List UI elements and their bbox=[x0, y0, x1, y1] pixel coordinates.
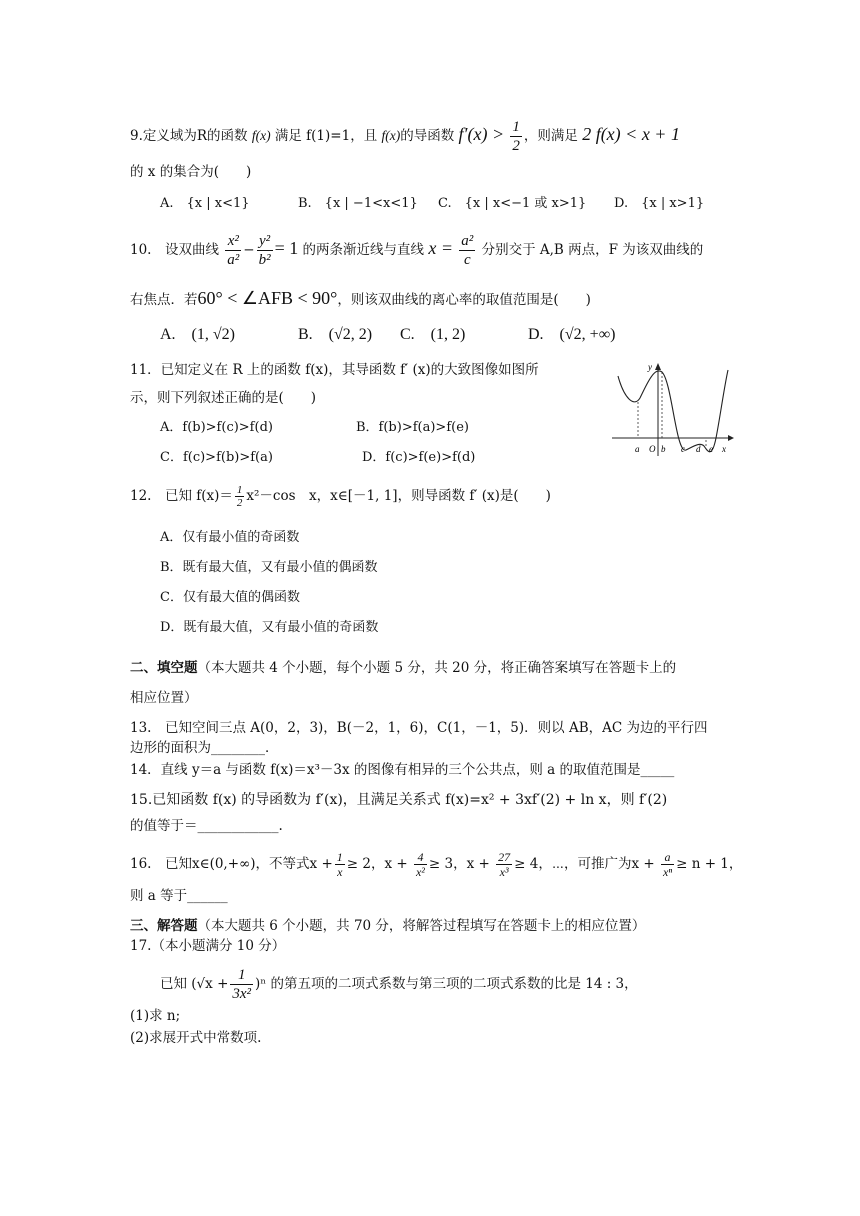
graph-label-o: O bbox=[649, 444, 656, 454]
fraction-1-x: $\frac{1}{x}$ bbox=[336, 850, 343, 879]
q11-option-b: B．f(b)>f(a)>f(e) bbox=[356, 420, 469, 435]
q10-line1: 10. 设双曲线 $\frac{\text{x²}}{\text{a²}}$ − $\frac{\text{y²}}{\text{b²}}$ = 1 的两条渐近线与直线 x = $\frac{\text{a²}}{c}$ 分别交于 A,B 两点，F 为该双曲线的 bbox=[130, 233, 704, 268]
q16-line1: 16. 已知x∈(0,+∞)，不等式x + $\frac{1}{x}$ ≥ 2，x + $\frac{4}{\text{x²}}$ ≥ 3，x + $\frac{27}{\text{x³}}$ ≥ 4，⋯，可推广为x + $\frac{a}{\text{xⁿ}}$ ≥ n + 1， bbox=[130, 850, 743, 879]
q11-option-d: D．f(c)>f(e)>f(d) bbox=[362, 450, 476, 465]
q10-option-a: A. (1, √2) bbox=[160, 326, 235, 343]
q17-title: 17.（本小题满分 10 分） bbox=[130, 938, 286, 954]
graph-label-b: b bbox=[661, 444, 666, 454]
q9-line2: 的 x 的集合为( ) bbox=[130, 164, 252, 180]
fraction-a2-c: $\frac{\text{a²}}{c}$ bbox=[461, 233, 474, 268]
q17-sub1: (1)求 n; bbox=[130, 1008, 181, 1024]
graph-label-d: d bbox=[696, 444, 701, 454]
q9-option-d: D. {x | x>1} bbox=[614, 196, 705, 211]
q15-line1: 15.已知函数 f(x) 的导函数为 f′(x)，且满足关系式 f(x)=x² + 3xf′(2) + ln x，则 f′(2) bbox=[130, 792, 668, 808]
graph-label-a: a bbox=[635, 444, 640, 454]
fraction-half: $\frac{1}{2}$ bbox=[512, 119, 520, 154]
fraction-1-3x2: $\frac{1}{\text{3x²}}$ bbox=[232, 967, 252, 1002]
fraction-x2-a2: $\frac{\text{x²}}{\text{a²}}$ bbox=[227, 233, 240, 268]
q9-option-a: A. {x | x<1} bbox=[160, 196, 250, 211]
q10-option-d: D. (√2, +∞) bbox=[528, 326, 616, 343]
q13-line1: 13. 已知空间三点 A(0，2，3)，B(－2，1，6)，C(1，－1，5)．则以 AB，AC 为边的平行四 bbox=[130, 720, 708, 736]
q11-line2: 示，则下列叙述正确的是( ) bbox=[130, 390, 317, 406]
fraction-4-x2: $\frac{4}{\text{x²}}$ bbox=[415, 850, 425, 879]
q10-option-b: B. (√2, 2) bbox=[298, 326, 373, 343]
q17-line1: 已知 (√x + $\frac{1}{\text{3x²}}$ )ⁿ 的第五项的二项式系数与第三项的二项式系数的比是 14 : 3， bbox=[160, 967, 638, 1002]
q11-line1: 11．已知定义在 R 上的函数 f(x)，其导函数 f′ (x)的大致图像如图所 bbox=[130, 362, 539, 378]
q14-line1: 14．直线 y＝a 与函数 f(x)＝x³－3x 的图像有相异的三个公共点，则 a 的取值范围是_____ bbox=[130, 762, 675, 778]
section2-heading: 二、填空题（本大题共 4 个小题，每个小题 5 分，共 20 分，将正确答案填写在答题卡上的 bbox=[130, 660, 677, 676]
graph-label-e: e bbox=[709, 444, 713, 454]
q9-line1: 9.定义域为R的函数 f(x) 满足 f(1)=1，且 f(x)的导函数 f′(x) > $\frac{1}{2}$ ，则满足 2 f(x) < x + 1 bbox=[130, 119, 680, 154]
q12-option-b: B．既有最大值，又有最小值的偶函数 bbox=[160, 560, 378, 575]
q12-option-d: D．既有最大值，又有最小值的奇函数 bbox=[160, 620, 379, 635]
fraction-27-x3: $\frac{27}{\text{x³}}$ bbox=[498, 850, 511, 879]
q17-sub2: (2)求展开式中常数项. bbox=[130, 1030, 262, 1046]
q15-line2: 的值等于＝____________. bbox=[130, 818, 283, 834]
derivative-graph bbox=[610, 358, 735, 458]
fraction-half-q12: $\frac{1}{2}$ bbox=[236, 484, 243, 509]
q9-option-b: B. {x | −1<x<1} bbox=[298, 196, 418, 211]
fraction-a-xn: $\frac{a}{\text{xⁿ}}$ bbox=[663, 850, 673, 879]
section2-heading-cont: 相应位置） bbox=[130, 690, 198, 706]
q12-option-a: A．仅有最小值的奇函数 bbox=[160, 530, 300, 545]
q11-option-a: A．f(b)>f(c)>f(d) bbox=[160, 420, 273, 435]
q12-line1: 12. 已知 f(x)＝ $\frac{1}{2}$ x²－cos x，x∈[－1, 1]，则导函数 f′ (x)是( ) bbox=[130, 484, 551, 509]
section3-heading: 三、解答题（本大题共 6 个小题，共 70 分，将解答过程填写在答题卡上的相应位置） bbox=[130, 918, 646, 934]
q10-line2: 右焦点．若60° < ∠AFB < 90°，则该双曲线的离心率的取值范围是( ) bbox=[130, 288, 591, 308]
graph-label-y: y bbox=[648, 362, 652, 372]
q12-option-c: C．仅有最大值的偶函数 bbox=[160, 590, 300, 605]
graph-label-c: c bbox=[681, 444, 685, 454]
q10-option-c: C. (1, 2) bbox=[400, 326, 466, 343]
q16-line2: 则 a 等于______ bbox=[130, 888, 228, 904]
fraction-y2-b2: $\frac{\text{y²}}{\text{b²}}$ bbox=[258, 233, 271, 268]
q13-line2: 边形的面积为________． bbox=[130, 740, 279, 756]
graph-label-x: x bbox=[722, 444, 726, 454]
q9-option-c: C. {x | x<−1 或 x>1} bbox=[438, 196, 587, 211]
q11-option-c: C．f(c)>f(b)>f(a) bbox=[160, 450, 273, 465]
